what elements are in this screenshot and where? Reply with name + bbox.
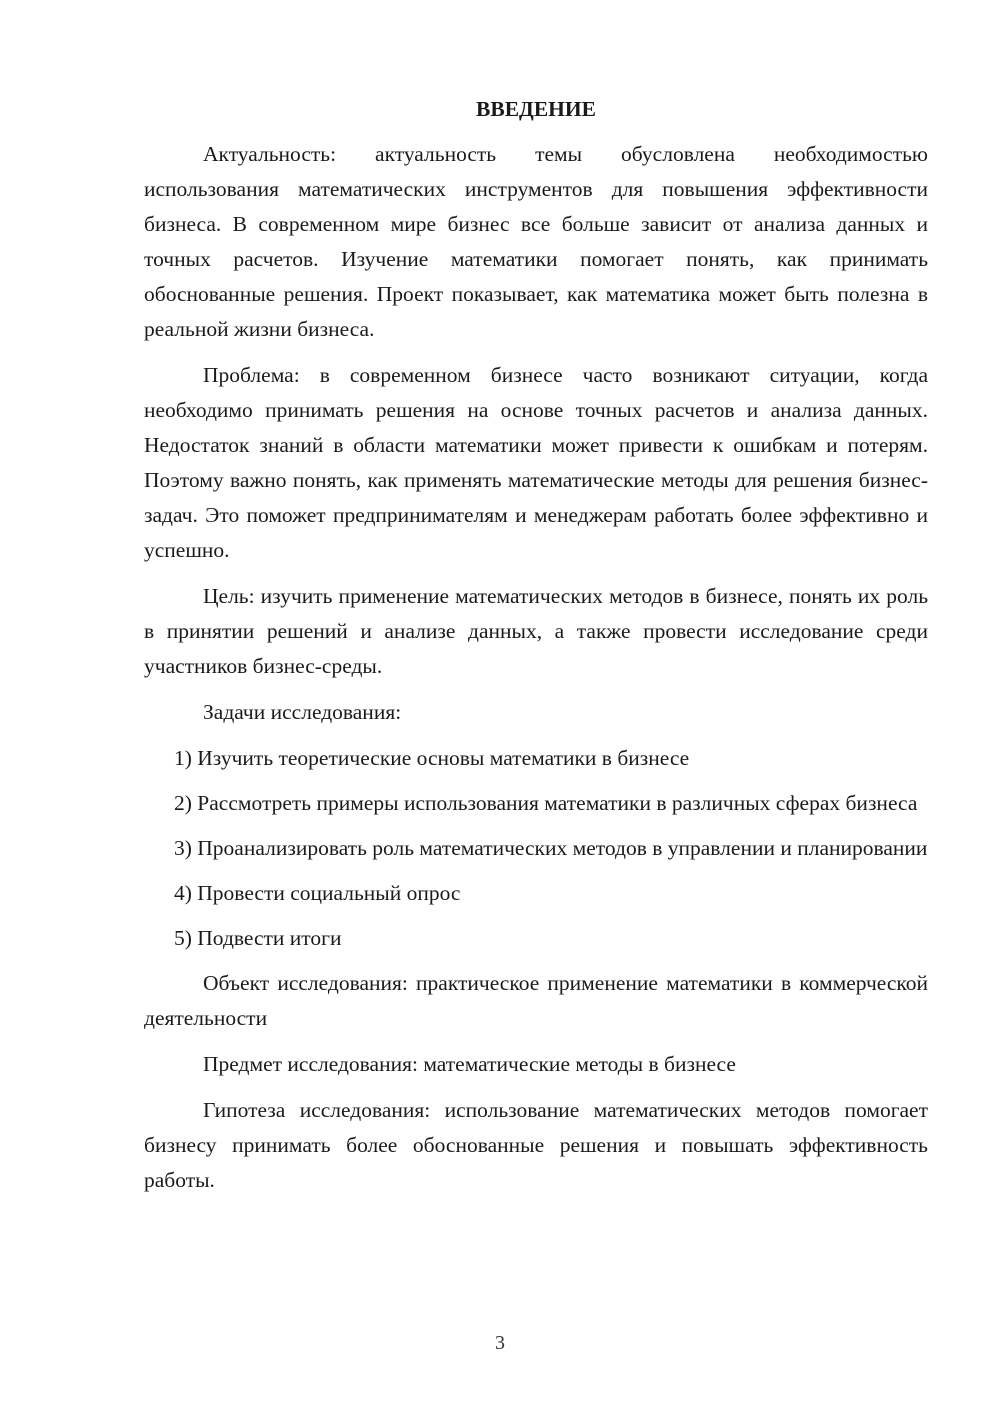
task-item: 2) Рассмотреть примеры использования математики в различных сферах бизнеса bbox=[174, 791, 918, 815]
hypothesis-paragraph: Гипотеза исследования: использование математических методов помогает бизнесу принимать более обоснованные решения и повышать эффективность работы. bbox=[144, 1098, 928, 1192]
tasks-heading: Задачи исследования: bbox=[203, 700, 402, 724]
page-number: 3 bbox=[495, 1332, 505, 1354]
object-paragraph: Объект исследования: практическое применение математики в коммерческой деятельности bbox=[144, 971, 928, 1030]
relevance-paragraph: Актуальность: актуальность темы обусловлена необходимостью использования математических инструментов для повышения эффективности бизнеса. В современном мире бизнес все больше зависит от анализа данных и точных расчетов. Изучение математики помогает понять, как принимать обоснованные решения. Проект показывает, как математика может быть полезна в реальной жизни бизнеса. bbox=[144, 142, 928, 341]
document-page bbox=[144, 92, 928, 1209]
task-item: 5) Подвести итоги bbox=[174, 926, 342, 950]
subject-paragraph: Предмет исследования: математические методы в бизнесе bbox=[203, 1052, 736, 1076]
goal-paragraph: Цель: изучить применение математических методов в бизнесе, понять их роль в принятии решений и анализе данных, а также провести исследование среди участников бизнес-среды. bbox=[144, 584, 928, 678]
task-item: 3) Проанализировать роль математических методов в управлении и планировании bbox=[174, 836, 928, 860]
task-item: 4) Провести социальный опрос bbox=[174, 881, 461, 905]
section-title: ВВЕДЕНИЕ bbox=[476, 97, 596, 121]
problem-paragraph: Проблема: в современном бизнесе часто возникают ситуации, когда необходимо принимать решения на основе точных расчетов и анализа данных. Недостаток знаний в области математики может привести к ошибкам и потерям. Поэтому важно понять, как применять математические методы для решения бизнес-задач. Это поможет предпринимателям и менеджерам работать более эффективно и успешно. bbox=[144, 363, 928, 562]
task-item: 1) Изучить теоретические основы математики в бизнесе bbox=[174, 746, 690, 770]
